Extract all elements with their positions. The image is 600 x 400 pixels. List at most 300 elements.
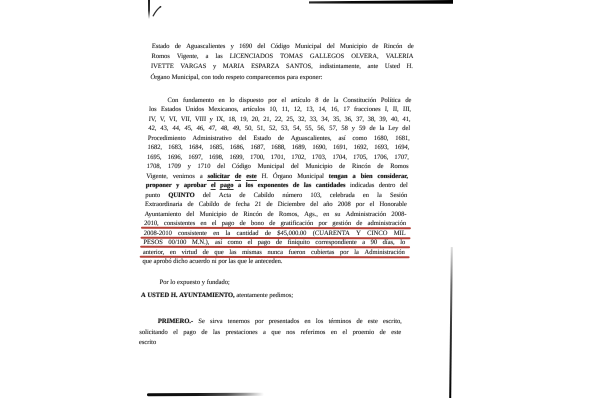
word: de (275, 239, 283, 247)
word: solicitar (207, 172, 231, 180)
word: la (354, 248, 360, 256)
document-line (141, 292, 403, 302)
word: de (239, 191, 246, 199)
word: SANTOS, (285, 63, 313, 71)
word: 40, (390, 115, 400, 123)
word: del (310, 201, 319, 209)
word: ni (211, 258, 217, 266)
word: 48, (220, 125, 229, 133)
word: 1707, (394, 153, 410, 161)
word: las (215, 53, 223, 61)
document-line (141, 279, 403, 289)
word: expuesto (176, 278, 201, 286)
word: el (369, 201, 375, 209)
word: Procedimiento (147, 134, 186, 142)
word: las (228, 258, 236, 266)
word: 33, (309, 115, 318, 123)
document-line (146, 182, 408, 192)
word: términos (328, 318, 352, 326)
word: y (230, 43, 234, 50)
word: de (174, 43, 182, 50)
word: por (268, 96, 277, 104)
word: Extraordinaria (144, 201, 183, 209)
word: 14, (318, 106, 327, 114)
word: de (201, 328, 208, 336)
word: del (238, 134, 247, 142)
word: AYUNTAMIENTO, (179, 291, 235, 299)
word: del (290, 163, 299, 171)
word: 16, (330, 106, 340, 114)
word: este (391, 328, 402, 336)
word: por (318, 220, 328, 228)
word: 1683, (167, 144, 183, 152)
word: Diciembre (277, 201, 306, 209)
word: las (229, 248, 237, 256)
word: su (334, 210, 341, 218)
word: Municipio (339, 43, 368, 50)
word: dicho (173, 258, 188, 266)
document-line (140, 318, 402, 329)
word: 32, (297, 115, 307, 123)
word: la (333, 96, 339, 104)
document-line (150, 74, 412, 84)
word: $45,000.00 (277, 229, 307, 237)
word: en (362, 191, 370, 199)
word: 49, (232, 125, 241, 133)
word: (CUARENTA (312, 229, 350, 237)
word: ESPARZA (250, 63, 280, 71)
word: 1696, (167, 153, 183, 161)
word: bien (360, 172, 373, 180)
word: 21, (262, 115, 272, 123)
word: A (140, 291, 146, 299)
word: de (231, 210, 239, 218)
word: 45, (184, 125, 193, 133)
word: IX, (216, 115, 225, 123)
word: 00/100 (168, 239, 187, 247)
word: la (376, 191, 382, 199)
word: de (292, 182, 300, 190)
word: USTED (147, 291, 170, 299)
word: escrito (138, 339, 157, 347)
scan-artifact-top-bar (309, 0, 453, 4)
word: lo (400, 239, 406, 247)
word: en (213, 229, 220, 237)
word: de (234, 172, 242, 180)
word: pago (219, 182, 234, 190)
word: y (175, 182, 180, 190)
word: del (399, 182, 408, 190)
word: Municipal (257, 163, 285, 171)
word: 2010, (143, 220, 159, 228)
word: 1701, (270, 153, 286, 161)
word: 11, (281, 106, 290, 114)
word: 1699, (229, 153, 245, 161)
document-line (149, 97, 411, 107)
word: administración (367, 220, 407, 228)
word: de (187, 201, 194, 209)
scan-artifact-right-edge-line (449, 247, 452, 398)
word: fundado; (206, 278, 230, 286)
word: pago (257, 239, 271, 247)
word: solicitando (139, 328, 168, 336)
word: 22, (274, 115, 283, 123)
word: VII, (180, 115, 192, 123)
word: los (148, 106, 157, 114)
word: del (216, 163, 226, 171)
word: indicadas (349, 182, 375, 190)
word: Aguascalientes (185, 43, 226, 50)
paragraph (141, 279, 403, 289)
word: 1689, (291, 144, 307, 152)
word: 1680, (373, 134, 389, 142)
word: como (352, 134, 368, 142)
word: por (339, 248, 349, 256)
word: Sesión (389, 191, 408, 199)
word: así (338, 134, 346, 142)
document-line (145, 192, 407, 202)
word: considerar, (377, 172, 409, 180)
word: la (225, 229, 231, 237)
word: 57, (329, 125, 338, 133)
word: presentados (268, 318, 300, 326)
word: 2008- (391, 210, 407, 218)
word: 1682, (147, 144, 163, 152)
word: con (201, 73, 212, 81)
word: a (352, 172, 356, 180)
word: QUINTO (168, 191, 195, 199)
word: GALLEGOS (309, 53, 345, 61)
word: los (245, 182, 254, 190)
word: de (372, 43, 379, 50)
word: y (187, 163, 191, 171)
word: pago (183, 328, 197, 336)
word: para (286, 73, 299, 81)
word: 10, (269, 106, 278, 114)
document-line (146, 163, 408, 173)
word: 2008 (337, 201, 351, 209)
word: Estados (160, 106, 182, 114)
word: el (247, 239, 253, 247)
document-line (139, 339, 401, 350)
word: 17 (343, 106, 350, 114)
document-text-column (139, 43, 414, 350)
word: de (377, 163, 384, 171)
word: las (212, 328, 221, 336)
word: Ags., (304, 210, 319, 218)
word: del (402, 125, 411, 133)
word: 52, (268, 125, 278, 133)
word: el (173, 328, 179, 336)
word: Honorable (379, 201, 407, 209)
word: de (369, 125, 376, 133)
word: 1690 (238, 43, 253, 50)
word: indistintamente, (319, 63, 362, 71)
word: que (271, 328, 281, 336)
document-line (146, 173, 408, 183)
word: en (323, 210, 330, 218)
word: que (214, 248, 224, 256)
word: 13, (305, 106, 315, 114)
word: Constitución (342, 96, 377, 104)
word: 1709 (167, 163, 182, 171)
word: 19, (239, 115, 249, 123)
word: por (254, 318, 264, 326)
word: que (237, 258, 247, 266)
word: proponer (145, 182, 172, 190)
word: Mexicanos, (208, 106, 239, 114)
word: artículo (290, 96, 311, 104)
word: 36, (344, 115, 353, 123)
word: MIL (393, 229, 406, 237)
word: Municipal, (171, 73, 200, 81)
word: H. (406, 63, 414, 71)
word: por (355, 201, 365, 209)
word: Administrativo (192, 134, 232, 142)
word: los (315, 318, 324, 326)
word: anterior, (142, 248, 165, 256)
word: Por (159, 278, 169, 286)
word: de (322, 96, 330, 104)
word: año (323, 201, 333, 209)
word: exponer: (299, 73, 323, 81)
word: Acta (218, 191, 232, 199)
word: Municipio (199, 210, 227, 218)
word: 38, (367, 115, 376, 123)
word: Unidos (185, 106, 205, 114)
word: respeto (225, 73, 245, 81)
word: de (407, 43, 414, 50)
document-line (142, 258, 404, 268)
word: gestión (332, 220, 352, 228)
word: Aguascalientes, (290, 134, 332, 142)
word: 42, (148, 125, 157, 133)
word: 1702, (291, 153, 307, 161)
document-line-red-underlined (144, 220, 406, 230)
word: Estado (151, 43, 170, 50)
word: el (281, 96, 287, 104)
word: y (212, 63, 217, 71)
word: tenernos (227, 318, 250, 326)
word: en (304, 318, 311, 326)
word: Municipal (294, 43, 322, 50)
word: comparecemos (246, 73, 286, 81)
word: 1692, (353, 144, 369, 152)
document-line (151, 63, 413, 73)
document-line (152, 43, 414, 53)
word: Romos (389, 163, 409, 171)
word: y (209, 115, 213, 123)
word: aprobar (183, 182, 207, 190)
word: Rincón (383, 43, 403, 50)
word: este (367, 318, 378, 326)
word: 51, (256, 125, 266, 133)
word: a (205, 53, 209, 61)
word: 46, (196, 125, 205, 133)
word: del (326, 43, 335, 50)
document-line (148, 135, 410, 145)
word: de (379, 328, 386, 336)
word: mismas (241, 248, 263, 256)
word: 8 (315, 96, 319, 104)
word: 25, (286, 115, 295, 123)
word: IVETTE (150, 63, 174, 71)
word: 1686, (229, 144, 245, 152)
word: 1681, (395, 134, 410, 142)
word: Usted (384, 63, 401, 71)
word: Administración (364, 248, 405, 256)
word: dispuesto (238, 96, 264, 104)
word: LICENCIADOS (229, 53, 274, 61)
word: 1706, (373, 153, 389, 161)
word: venimos (172, 172, 196, 180)
word: proemio (352, 328, 375, 336)
word: bono (250, 220, 265, 228)
word: 90 (370, 239, 378, 247)
word: en (218, 96, 225, 104)
document-line (147, 154, 409, 164)
word: a (237, 182, 242, 190)
word: TOMAS (279, 53, 303, 61)
word: de (224, 201, 231, 209)
word: prestaciones (225, 328, 258, 336)
word: Código (231, 163, 251, 171)
word: fracciones (353, 106, 381, 114)
word: 1687, (250, 144, 266, 152)
word: V, (159, 115, 166, 123)
document-line-red-underlined (143, 249, 405, 259)
word: del (202, 191, 211, 199)
word: H. (170, 291, 178, 299)
word: cantidades (315, 182, 346, 190)
word: Romos (151, 53, 170, 61)
word: así (214, 239, 223, 247)
word: sirva (209, 318, 223, 326)
word: M.N.), (191, 239, 210, 247)
word: 1695, (146, 153, 162, 161)
word: gratificación (280, 220, 314, 228)
word: 1708, (146, 163, 162, 171)
word: las (303, 182, 312, 190)
word: 1697, (188, 153, 203, 161)
document-line (144, 211, 406, 221)
word: del (257, 43, 266, 50)
word: aprobó (153, 258, 172, 266)
word: por (218, 258, 228, 266)
word: 103, (310, 191, 322, 199)
document-line (149, 106, 411, 116)
word: a (262, 328, 267, 336)
word: en (330, 328, 338, 336)
word: Y (355, 229, 361, 237)
word: 1703, (311, 153, 327, 161)
word: de (356, 220, 363, 228)
word: Vigente, (176, 53, 199, 61)
word: fundamento (182, 96, 215, 104)
word: 1688, (270, 144, 286, 152)
word: Con (167, 96, 179, 104)
word: 20, (251, 115, 260, 123)
word: Código (270, 43, 290, 50)
word: este (246, 172, 257, 180)
word: VI, (168, 115, 178, 123)
word: cantidad (236, 229, 259, 237)
word: 50, (244, 125, 254, 133)
word: 44, (172, 125, 181, 133)
word: MARIA (222, 63, 245, 71)
word: el (210, 182, 216, 190)
word: a (362, 239, 366, 247)
word: artículos (242, 106, 266, 114)
word: 12, (293, 106, 302, 114)
word: 2008-2010 (143, 229, 172, 237)
word: 1685, (209, 144, 225, 152)
word: Se (198, 318, 205, 326)
document-line (147, 144, 409, 154)
word: Rincón (351, 163, 371, 171)
word: 47, (208, 125, 217, 133)
paragraph (141, 292, 403, 302)
word: de (202, 248, 209, 256)
word: I, (384, 106, 389, 114)
word: de (264, 229, 272, 237)
word: nunca (267, 248, 284, 256)
word: 34, (321, 115, 330, 123)
word: IV, (148, 115, 157, 123)
word: pago (221, 220, 235, 228)
paragraph (150, 43, 414, 84)
word: el (211, 220, 217, 228)
word: 1684, (188, 144, 204, 152)
word: 39, (379, 115, 388, 123)
word: 56, (316, 125, 326, 133)
word: CINCO (366, 229, 388, 237)
word: 41, (402, 115, 411, 123)
word: y (201, 278, 206, 286)
word: de (239, 220, 246, 228)
word: y (351, 125, 356, 133)
word: le (248, 258, 254, 266)
word: 21 (254, 201, 262, 209)
word: pedimos; (269, 291, 294, 299)
word: Romos, (278, 210, 300, 218)
word: el (342, 328, 348, 336)
word: Cabildo (198, 201, 220, 209)
word: 18, (228, 115, 237, 123)
word: que (142, 258, 152, 266)
document-line (148, 125, 410, 135)
word: cubiertas (310, 248, 335, 256)
word: consistentes (163, 220, 196, 228)
word: exponentes (257, 182, 289, 190)
word: III, (402, 106, 412, 114)
word: días, (382, 239, 395, 247)
word: de (269, 220, 276, 228)
word: de (356, 318, 363, 326)
word: 37, (355, 115, 365, 123)
word: de (277, 134, 285, 142)
word: 1694, (394, 144, 410, 152)
paragraph (139, 318, 402, 350)
word: en (200, 220, 207, 228)
word: 1690, (312, 144, 328, 152)
word: VARGAS (180, 63, 207, 71)
word: 1704, (332, 153, 348, 161)
word: Rincón (243, 210, 263, 218)
word: 1700, (249, 153, 265, 161)
word: de (405, 96, 412, 104)
document-line (145, 201, 407, 211)
